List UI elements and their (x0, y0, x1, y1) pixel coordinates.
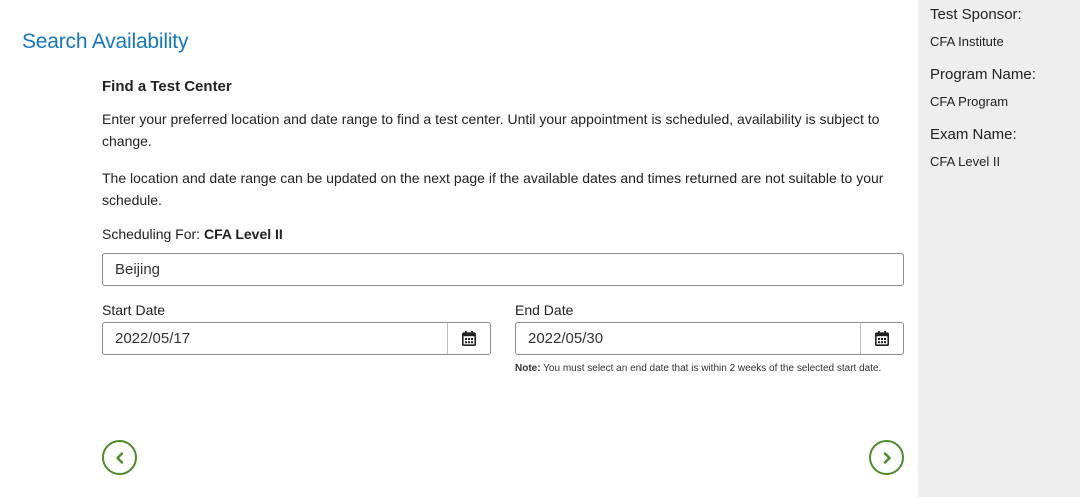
end-date-calendar-icon[interactable] (861, 323, 903, 354)
note-text: You must select an end date that is within 2 weeks of the selected start date. (540, 363, 882, 374)
start-date-input[interactable] (103, 323, 448, 354)
exam-name-label: Exam Name: (930, 126, 1017, 143)
intro-text: Enter your preferred location and date range to find a test center. Until your appointment is scheduled, availability is subject to change. (102, 111, 880, 149)
start-date-label: Start Date (102, 302, 166, 318)
end-date-label: End Date (515, 302, 574, 318)
scheduling-value: CFA Level II (203, 226, 283, 242)
note-label: Note: (515, 363, 541, 374)
chevron-left-icon (113, 451, 127, 465)
exam-name-value: CFA Level II (930, 154, 1001, 169)
start-date-calendar-icon[interactable] (448, 323, 490, 354)
program-name-value: CFA Program (930, 94, 1009, 109)
exam-summary-sidebar (918, 0, 1080, 497)
test-sponsor-label: Test Sponsor: (930, 6, 1022, 23)
start-date-field (102, 322, 491, 355)
page-title: Search Availability (22, 30, 189, 53)
program-name-label: Program Name: (930, 66, 1036, 83)
end-date-note (515, 361, 905, 376)
chevron-right-icon (880, 451, 894, 465)
section-title: Find a Test Center (102, 78, 232, 95)
end-date-input[interactable] (516, 323, 861, 354)
end-date-field (515, 322, 904, 355)
next-button[interactable] (869, 440, 904, 475)
back-button[interactable] (102, 440, 137, 475)
location-input[interactable] (102, 253, 904, 286)
update-text: The location and date range can be updated on the next page if the available dates and times returned are not suitable to your schedule. (102, 170, 884, 208)
scheduling-label: Scheduling For: (102, 226, 201, 242)
test-sponsor-value: CFA Institute (930, 34, 1004, 49)
scheduling-for (102, 226, 283, 242)
